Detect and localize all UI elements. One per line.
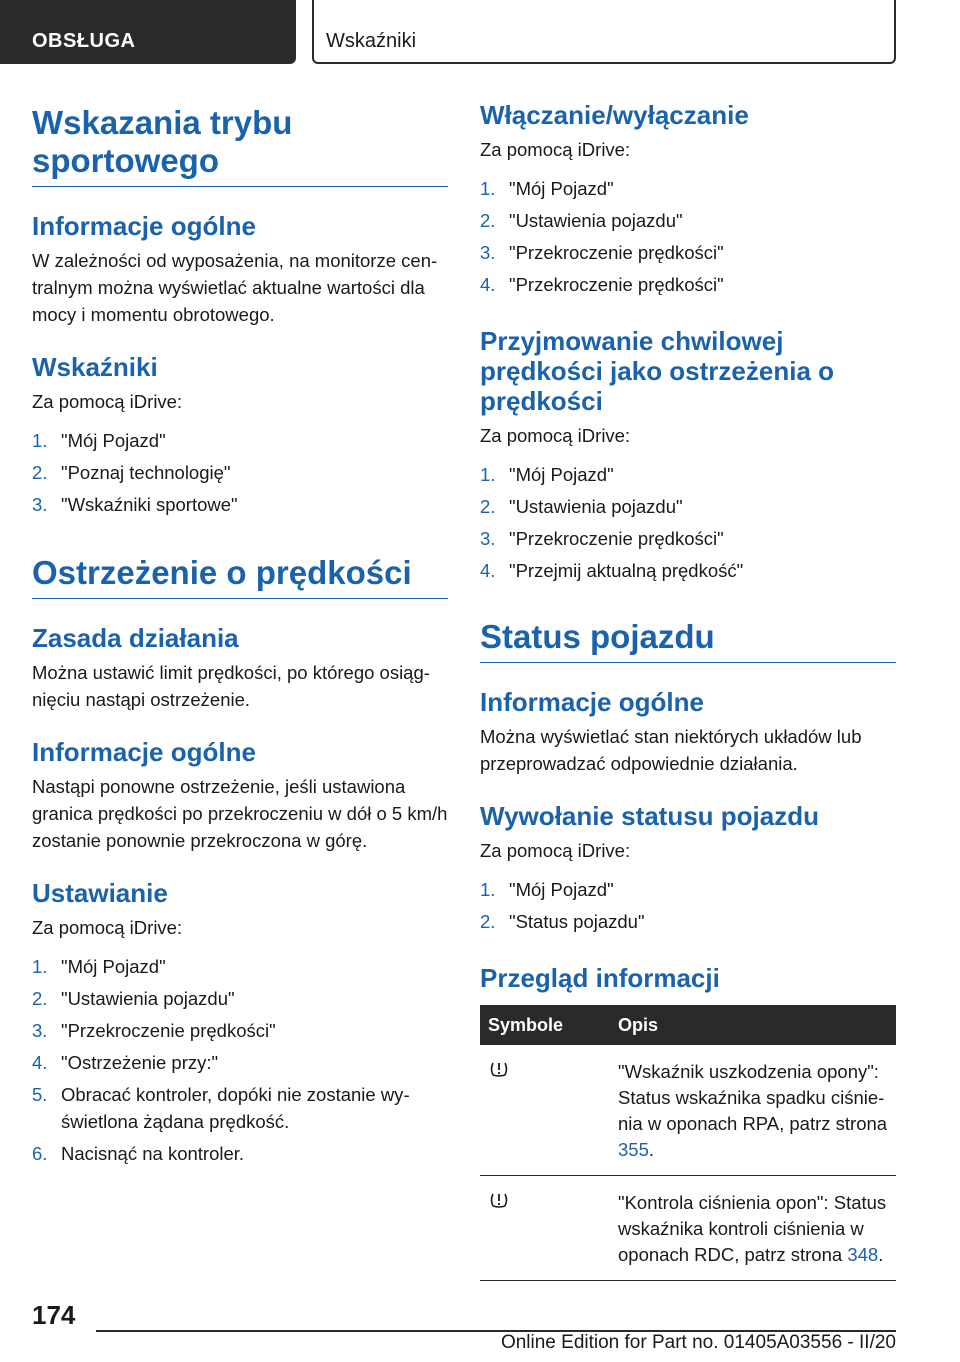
list-item: 1. "Mój Pojazd" [480, 178, 614, 199]
status-call-lead: Za pomocą iDrive: [480, 840, 631, 861]
sport-steps-list [32, 427, 448, 518]
page-number: 174 [32, 1300, 76, 1330]
edition-note: Online Edition for Part no. 01405A03556 - II/20 [500, 1332, 896, 1353]
table-row [480, 1045, 896, 1176]
speed-info-heading: Informacje ogólne [32, 737, 256, 767]
speed-setting-lead: Za pomocą iDrive: [32, 917, 183, 938]
speed-principle-heading: Zasada działania [32, 623, 239, 653]
onoff-steps [480, 175, 896, 298]
status-call-steps [480, 876, 896, 935]
left-column [32, 104, 448, 1195]
status-info-text: Można wyświetlać stan niektórych układów lub przeprowadzać odpowiednie działania. [480, 726, 862, 774]
list-item: 6. Nacisnąć na kontroler. [32, 1143, 245, 1164]
speed-setting-heading: Ustawianie [32, 878, 168, 908]
speed-warning-title: Ostrzeżenie o prędkości [32, 554, 448, 599]
sport-info-heading: Informacje ogólne [32, 211, 256, 241]
list-item: 1. "Mój Pojazd" [32, 956, 166, 977]
header-section-label: OBSŁUGA [32, 30, 136, 52]
status-call-heading: Wywołanie statusu pojazdu [480, 801, 820, 831]
tyre-pressure-warning-icon [488, 1190, 510, 1210]
page-reference-link[interactable]: 355 [618, 1139, 649, 1160]
description-cell: "Kontrola ciśnienia opon": Status wskaźnika kontroli ciśnienia w oponach RDC, patrz strona 348. [610, 1176, 896, 1281]
list-item: 3. "Przekroczenie prędkości" [32, 1020, 276, 1041]
list-item: 3. "Wskaźniki sportowe" [32, 494, 238, 515]
list-item: 4. "Ostrzeżenie przy:" [32, 1052, 219, 1073]
symbols-table [480, 1005, 896, 1281]
status-info-heading: Informacje ogólne [480, 687, 704, 717]
right-column [480, 100, 896, 1281]
symbol-cell [480, 1045, 610, 1176]
vehicle-status-title: Status pojazdu [480, 618, 896, 663]
list-item: 1. "Mój Pojazd" [480, 464, 614, 485]
speed-principle-text: Można ustawić limit prędkości, po którego osiągnięciu nastąpi ostrzeżenie. [32, 662, 430, 710]
list-item: 4. "Przejmij aktualną prędkość" [480, 560, 744, 581]
adopt-speed-heading: Przyjmowanie chwilowej prędkości jako ostrzeżenia o prędkości [480, 326, 835, 416]
list-item: 5. Obracać kontroler, dopóki nie zostanie wyświetlona żądana prędkość. [32, 1084, 410, 1132]
onoff-lead: Za pomocą iDrive: [480, 139, 631, 160]
adopt-speed-steps [480, 461, 896, 584]
speed-info-text: Nastąpi ponowne ostrzeżenie, jeśli ustawiona granica prędkości po przekroczeniu w dół o 5 km/h zostanie ponownie przekroczona w górę. [32, 776, 448, 851]
sport-indicators-heading: Wskaźniki [32, 352, 158, 382]
table-header-row [480, 1005, 896, 1045]
page-reference-link[interactable]: 348 [847, 1244, 879, 1265]
header-chapter-label: Wskaźniki [326, 30, 417, 52]
column-header-description: Opis [610, 1005, 896, 1045]
sport-display-title: Wskazania trybu sportowego [32, 104, 448, 187]
description-cell: "Wskaźnik uszkodzenia opony": Status wskaźnika spadku ciśnienia w oponach RPA, patrz strona 355. [610, 1045, 896, 1176]
list-item: 1. "Mój Pojazd" [32, 430, 166, 451]
list-item: 3. "Przekroczenie prędkości" [480, 242, 724, 263]
list-item: 2. "Ustawienia pojazdu" [480, 496, 683, 517]
column-header-symbol: Symbole [480, 1005, 610, 1045]
list-item: 2. "Ustawienia pojazdu" [480, 210, 683, 231]
adopt-speed-lead: Za pomocą iDrive: [480, 425, 631, 446]
tyre-pressure-warning-icon [488, 1059, 510, 1079]
table-row [480, 1176, 896, 1281]
symbol-cell [480, 1176, 610, 1281]
list-item: 1. "Mój Pojazd" [480, 879, 614, 900]
sport-info-text: W zależności od wyposażenia, na monitorze centralnym można wyświetlać aktualne wartości dla mocy i momentu obrotowego. [32, 250, 438, 325]
list-item: 2. "Poznaj technologię" [32, 462, 231, 483]
list-item: 2. "Status pojazdu" [480, 911, 645, 932]
list-item: 4. "Przekroczenie prędkości" [480, 274, 724, 295]
list-item: 2. "Ustawienia pojazdu" [32, 988, 235, 1009]
overview-heading: Przegląd informacji [480, 963, 720, 993]
sport-indicators-lead: Za pomocą iDrive: [32, 391, 183, 412]
speed-setting-steps [32, 953, 448, 1167]
onoff-heading: Włączanie/wyłączanie [480, 100, 749, 130]
list-item: 3. "Przekroczenie prędkości" [480, 528, 724, 549]
